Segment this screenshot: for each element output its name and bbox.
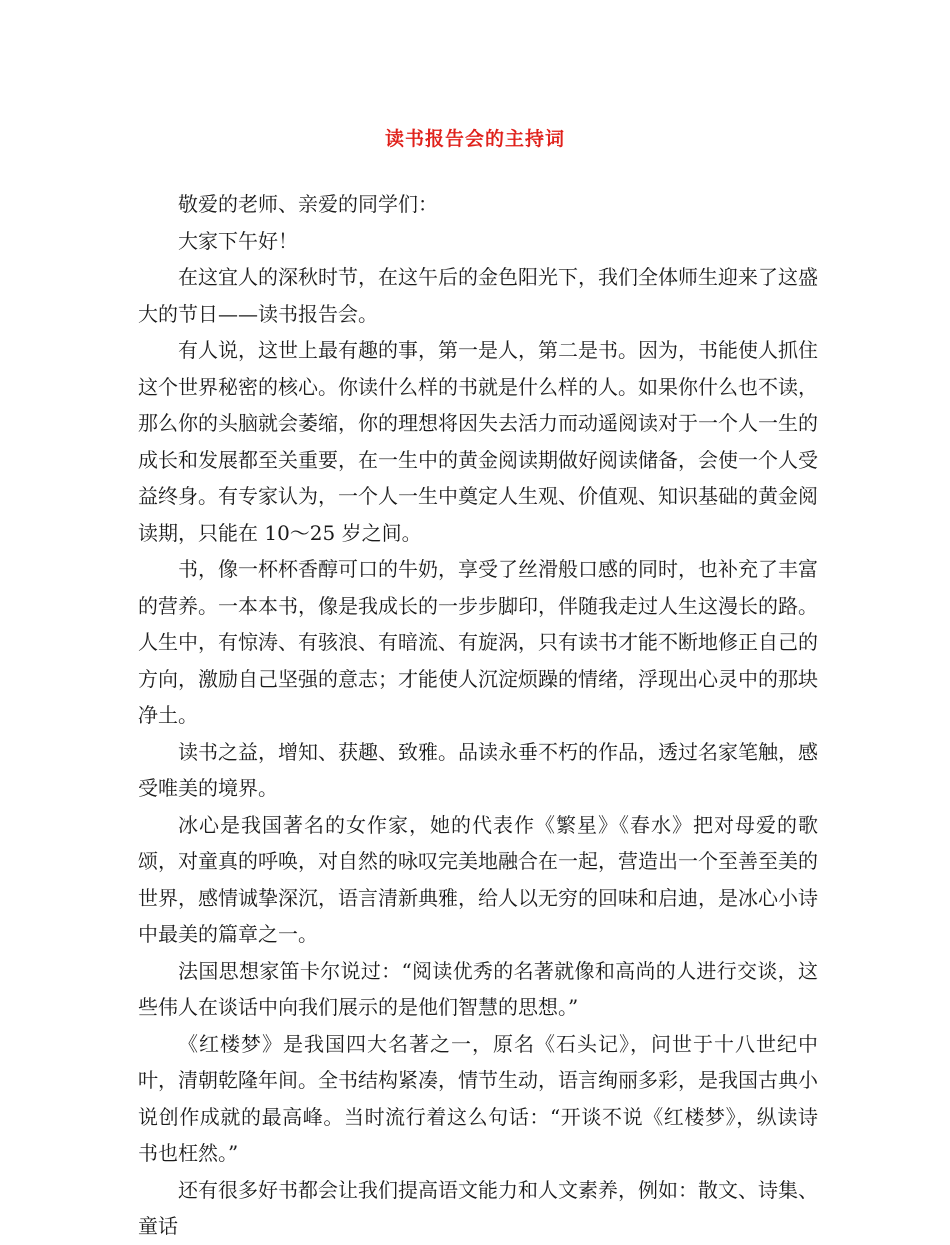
paragraph-books-like-milk: 书，像一杯杯香醇可口的牛奶，享受了丝滑般口感的同时，也补充了丰富的营养。一本本书，像是我成长的一步步脚印，伴随我走过人生这漫长的路。人生中，有惊涛、有骇浪、有暗流、有旋涡，只有读书才能不断地修正自己的方向，激励自己坚强的意志；才能使人沉淀烦躁的情绪，浮现出心灵中的那块净土。 <box>138 557 818 727</box>
paragraph-more-books: 还有很多好书都会让我们提高语文能力和人文素养，例如：散文、诗集、童话 <box>138 1177 818 1238</box>
document-title: 读书报告会的主持词 <box>384 128 565 150</box>
paragraph-salutation: 敬爱的老师、亲爱的同学们： <box>178 192 438 216</box>
document-body <box>138 186 818 1245</box>
paragraph-hongloumeng: 《红楼梦》是我国四大名著之一，原名《石头记》，问世于十八世纪中叶，清朝乾隆年间。全书结构紧凑，情节生动，语言绚丽多彩，是我国古典小说创作成就的最高峰。当时流行着这么句话：“开谈不说《红楼梦》，纵读诗书也枉然。” <box>138 1031 818 1165</box>
paragraph-opening: 在这宜人的深秋时节，在这午后的金色阳光下，我们全体师生迎来了这盛大的节日——读书报告会。 <box>138 265 818 326</box>
paragraph-benefits: 读书之益，增知、获趣、致雅。品读永垂不朽的作品，透过名家笔触，感受唯美的境界。 <box>138 739 818 800</box>
paragraph-bingxin: 冰心是我国著名的女作家，她的代表作《繁星》《春水》把对母爱的歌颂，对童真的呼唤，对自然的咏叹完美地融合在一起，营造出一个至善至美的世界，感情诚挚深沉，语言清新典雅，给人以无穷的回味和启迪，是冰心小诗中最美的篇章之一。 <box>138 812 818 946</box>
paragraph-greeting: 大家下午好！ <box>178 228 298 253</box>
paragraph-reading-importance: 有人说，这世上最有趣的事，第一是人，第二是书。因为，书能使人抓住这个世界秘密的核心。你读什么样的书就是什么样的人。如果你什么也不读，那么你的头脑就会萎缩，你的理想将因失去活力而动遥阅读对于一个人一生的成长和发展都至关重要，在一生中的黄金阅读期做好阅读储备，会使一个人受益终身。有专家认为，一个人一生中奠定人生观、价值观、知识基础的黄金阅读期，只能在 10～25 岁之间。 <box>138 338 818 545</box>
paragraph-descartes-quote: 法国思想家笛卡尔说过：“阅读优秀的名著就像和高尚的人进行交谈，这些伟人在谈话中向我们展示的是他们智慧的思想。” <box>138 958 818 1019</box>
